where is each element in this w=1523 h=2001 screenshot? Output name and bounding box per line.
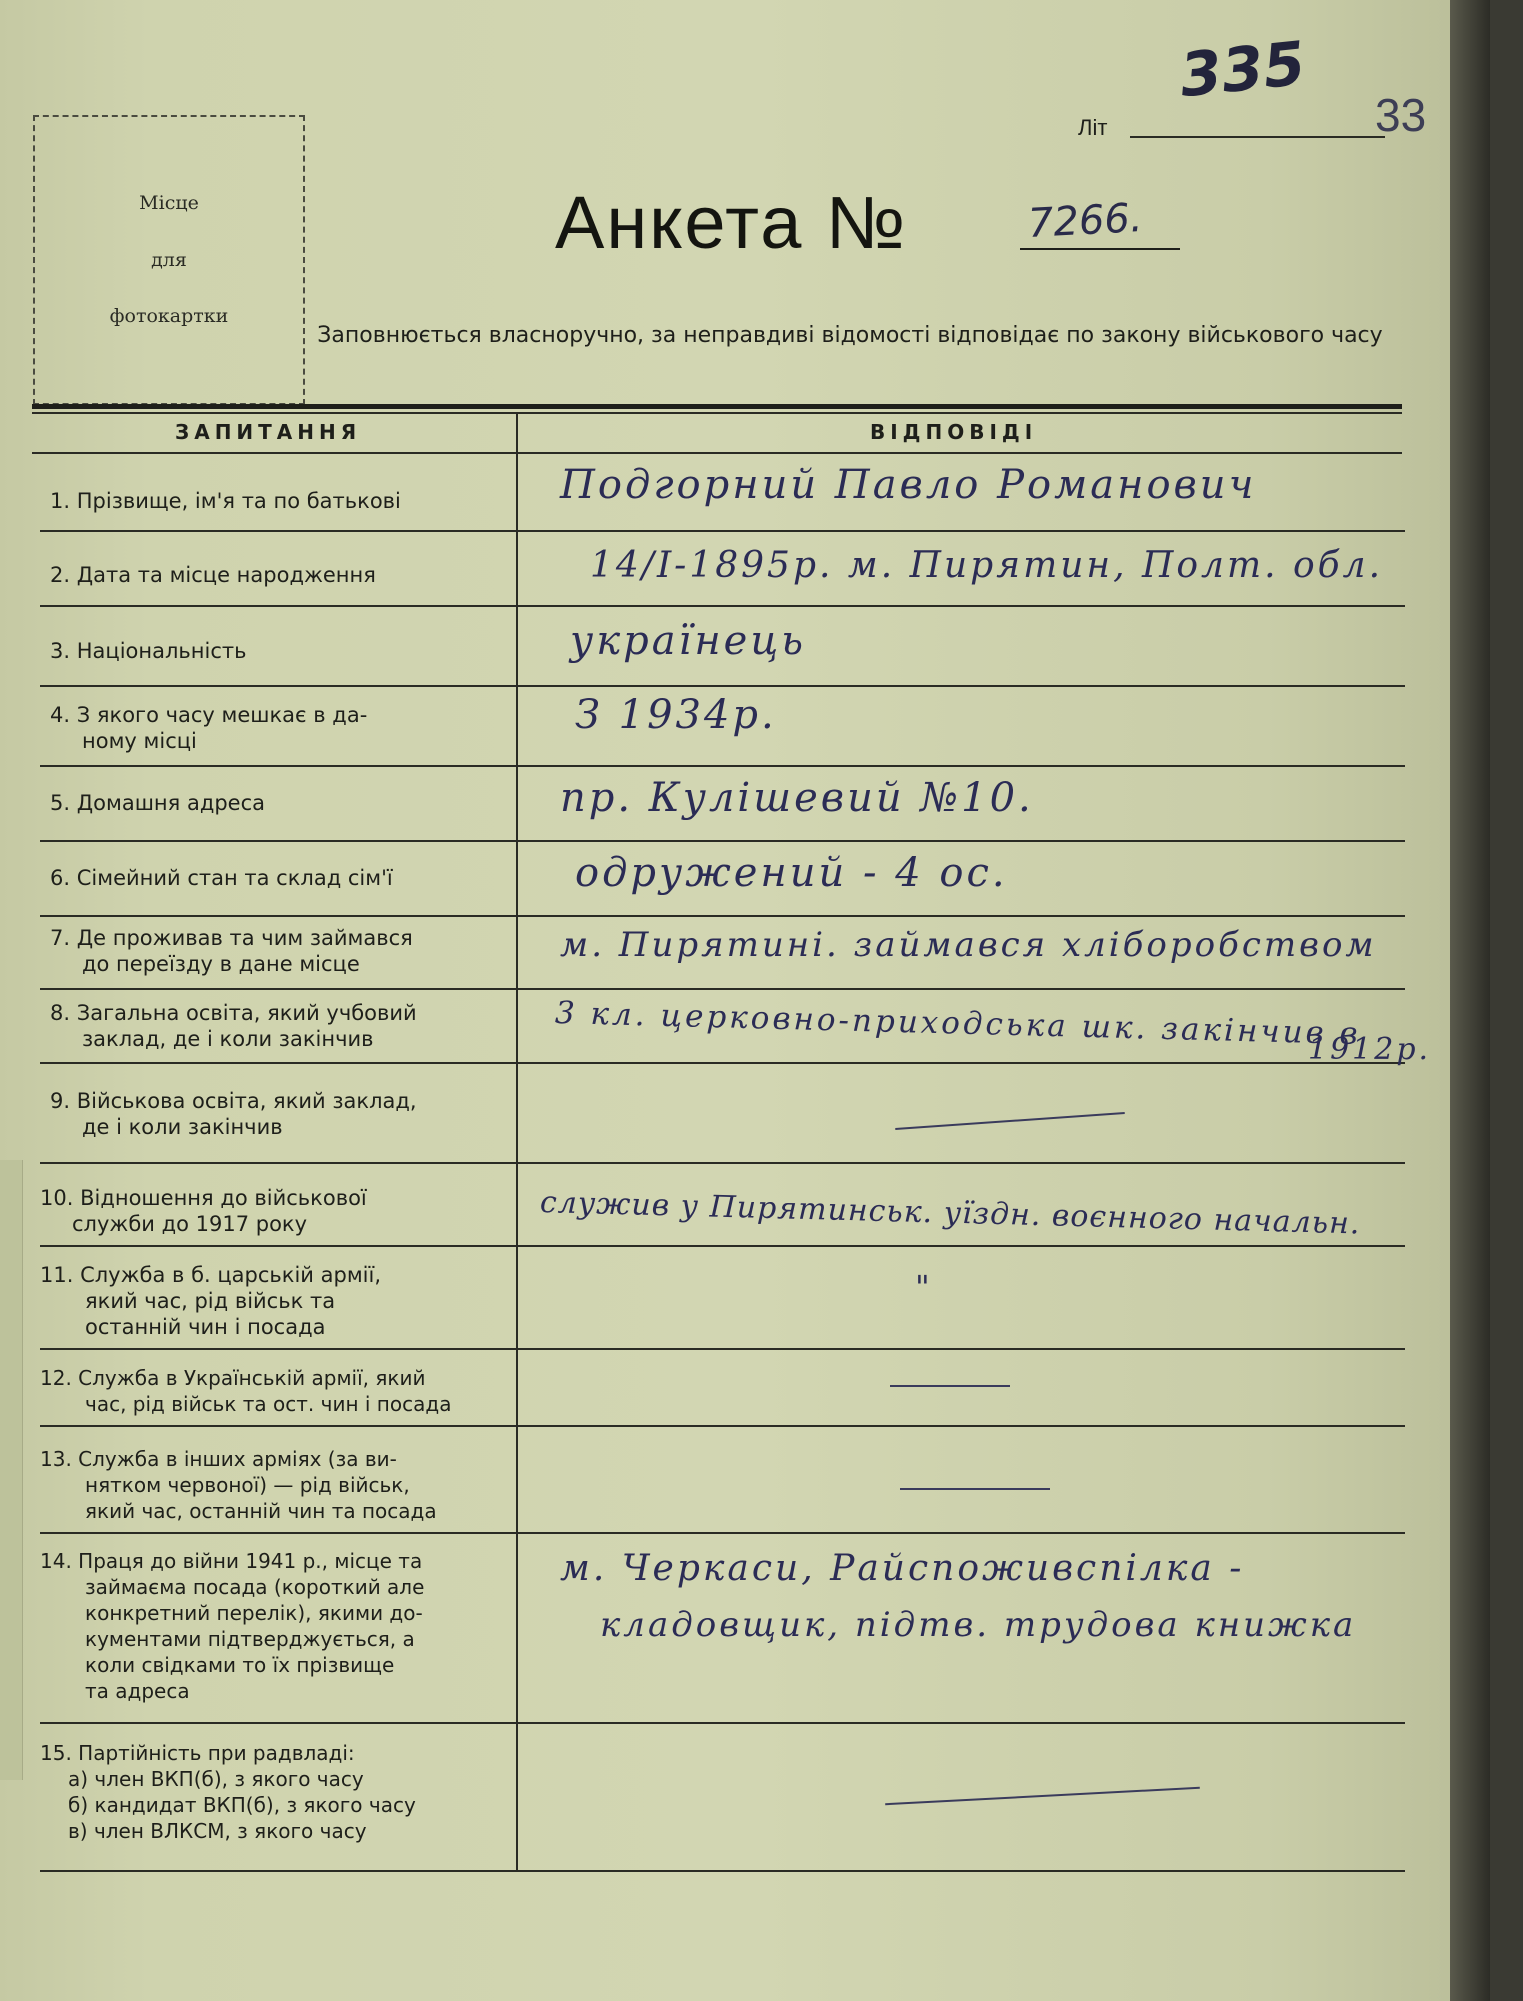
question-12 xyxy=(40,1365,451,1417)
answer-1-name: Подгорний Павло Романович xyxy=(560,462,1257,508)
answer-2-birth: 14/I-1895р. м. Пирятин, Полт. обл. xyxy=(590,545,1384,586)
question-number: 10. xyxy=(40,1186,74,1210)
header-rule-bottom xyxy=(32,452,1402,454)
row-separator xyxy=(40,765,1405,767)
row-separator xyxy=(40,840,1405,842)
answer-5-address: пр. Кулішевий №10. xyxy=(560,775,1034,821)
row-separator xyxy=(40,1245,1405,1247)
form-number-underline xyxy=(1020,248,1180,250)
row-separator xyxy=(40,1532,1405,1534)
answer-15-dash xyxy=(885,1787,1200,1805)
answer-4-since: З 1934р. xyxy=(575,692,777,738)
question-5 xyxy=(50,790,265,816)
question-text: Національність xyxy=(76,639,247,663)
binding-strip xyxy=(0,1160,23,1780)
lit-number: 33 xyxy=(1375,89,1427,141)
answer-8-year: 1912р. xyxy=(1308,1032,1432,1067)
question-number: 7. xyxy=(50,926,71,950)
question-number: 4. xyxy=(50,703,71,727)
question-15 xyxy=(40,1740,416,1844)
question-13 xyxy=(40,1446,437,1524)
form-title: Анкета № xyxy=(555,181,908,264)
question-text-cont: кументами підтверджується, а xyxy=(85,1627,415,1651)
question-text-cont: та адреса xyxy=(85,1679,190,1703)
question-1 xyxy=(50,488,401,514)
answer-14-position: кладовщик, підтв. трудова книжка xyxy=(600,1605,1357,1645)
row-separator xyxy=(40,685,1405,687)
row-separator xyxy=(40,1870,1405,1872)
question-text-cont: який час, рід військ та xyxy=(85,1289,336,1313)
question-number: 8. xyxy=(50,1001,71,1025)
question-text-cont: служби до 1917 року xyxy=(72,1212,308,1236)
question-text-cont: а) член ВКП(б), з якого часу xyxy=(68,1767,364,1791)
answer-13-dash xyxy=(900,1488,1050,1490)
row-separator xyxy=(40,1162,1405,1164)
header-rule-top xyxy=(32,404,1402,409)
question-text-cont: який час, останній чин та посада xyxy=(85,1499,437,1523)
question-text: Служба в Українській армії, який xyxy=(78,1366,426,1390)
question-text-cont: конкретний перелік), якими до- xyxy=(85,1601,423,1625)
form-subtitle: Заповнюється власноручно, за неправдиві відомості відповідає по закону військового часу xyxy=(317,323,1383,348)
row-separator xyxy=(40,1062,1405,1064)
question-number: 3. xyxy=(50,639,71,663)
question-text: Служба в б. царській армії, xyxy=(80,1263,382,1287)
column-header-questions: ЗАПИТАННЯ xyxy=(175,420,362,444)
question-9 xyxy=(50,1088,417,1140)
question-text: Дата та місце народження xyxy=(76,563,376,587)
question-6 xyxy=(50,865,393,891)
question-14 xyxy=(40,1548,424,1704)
answer-7-previous: м. Пирятині. займався хліборобством xyxy=(560,925,1377,965)
answer-9-dash xyxy=(895,1112,1125,1130)
question-number: 12. xyxy=(40,1366,72,1390)
row-separator xyxy=(40,915,1405,917)
question-number: 1. xyxy=(50,489,71,513)
question-2 xyxy=(50,562,376,588)
row-separator xyxy=(40,530,1405,532)
question-text-cont: ному місці xyxy=(82,729,197,753)
question-11 xyxy=(40,1262,381,1340)
row-separator xyxy=(40,1722,1405,1724)
form-number: 7266. xyxy=(1026,195,1144,247)
question-text-cont: час, рід військ та ост. чин і посада xyxy=(85,1392,452,1416)
question-text-cont: в) член ВЛКСМ, з якого часу xyxy=(68,1819,367,1843)
question-number: 11. xyxy=(40,1263,74,1287)
question-number: 14. xyxy=(40,1549,72,1573)
question-text: Праця до війни 1941 р., місце та xyxy=(78,1549,423,1573)
answer-11-ditto: " xyxy=(915,1268,933,1306)
question-10 xyxy=(40,1185,367,1237)
header-rule-thin xyxy=(32,412,1402,414)
question-text: Прізвище, ім'я та по батькові xyxy=(76,489,401,513)
question-text-cont: до переїзду в дане місце xyxy=(82,952,360,976)
question-number: 9. xyxy=(50,1089,71,1113)
question-7 xyxy=(50,925,413,977)
answer-8-education: 3 кл. церковно-приходська шк. закінчив в xyxy=(554,995,1362,1053)
photo-label-3: фотокартки xyxy=(109,305,229,327)
question-number: 2. xyxy=(50,563,71,587)
question-text-cont: де і коли закінчив xyxy=(82,1115,283,1139)
question-text: Партійність при радвладі: xyxy=(78,1741,355,1765)
question-text-cont: займаєма посада (короткий але xyxy=(85,1575,425,1599)
lit-underline xyxy=(1130,136,1385,138)
question-text: Загальна освіта, який учбовий xyxy=(76,1001,417,1025)
photo-label-1: Місце xyxy=(139,192,199,214)
archive-number: 335 xyxy=(1176,28,1309,112)
answer-14-work: м. Черкаси, Райспоживспілка - xyxy=(560,1548,1245,1589)
page-edge xyxy=(1450,0,1490,2001)
column-header-answers: ВІДПОВІДІ xyxy=(870,420,1038,444)
photo-label-2: для xyxy=(151,249,187,271)
photo-placeholder xyxy=(33,115,305,405)
answer-10-service: служив у Пирятинськ. уїздн. воєнного начальн. xyxy=(539,1185,1361,1242)
question-3 xyxy=(50,638,247,664)
lit-label: Літ xyxy=(1078,115,1108,140)
question-text: Сімейний стан та склад сім'ї xyxy=(76,866,393,890)
column-divider xyxy=(516,412,518,1870)
answer-3-nationality: українець xyxy=(570,618,807,664)
question-text-cont: нятком червоної) — рід військ, xyxy=(85,1473,410,1497)
row-separator xyxy=(40,988,1405,990)
question-text-cont: заклад, де і коли закінчив xyxy=(82,1027,374,1051)
question-text-cont: б) кандидат ВКП(б), з якого часу xyxy=(68,1793,416,1817)
question-text: Служба в інших арміях (за ви- xyxy=(78,1447,397,1471)
row-separator xyxy=(40,1425,1405,1427)
question-text: З якого часу мешкає в да- xyxy=(76,703,368,727)
question-8 xyxy=(50,1000,417,1052)
question-text-cont: коли свідками то їх прізвище xyxy=(85,1653,395,1677)
question-text: Відношення до військової xyxy=(80,1186,367,1210)
answer-12-dash xyxy=(890,1385,1010,1387)
question-text: Домашня адреса xyxy=(76,791,266,815)
answer-6-family: одружений - 4 ос. xyxy=(575,850,1008,896)
question-number: 15. xyxy=(40,1741,72,1765)
row-separator xyxy=(40,1348,1405,1350)
question-number: 6. xyxy=(50,866,71,890)
question-number: 13. xyxy=(40,1447,72,1471)
question-text: Військова освіта, який заклад, xyxy=(76,1089,417,1113)
row-separator xyxy=(40,605,1405,607)
question-text: Де проживав та чим займався xyxy=(76,926,413,950)
question-4 xyxy=(50,702,367,754)
question-text-cont: останній чин і посада xyxy=(85,1315,326,1339)
question-number: 5. xyxy=(50,791,71,815)
